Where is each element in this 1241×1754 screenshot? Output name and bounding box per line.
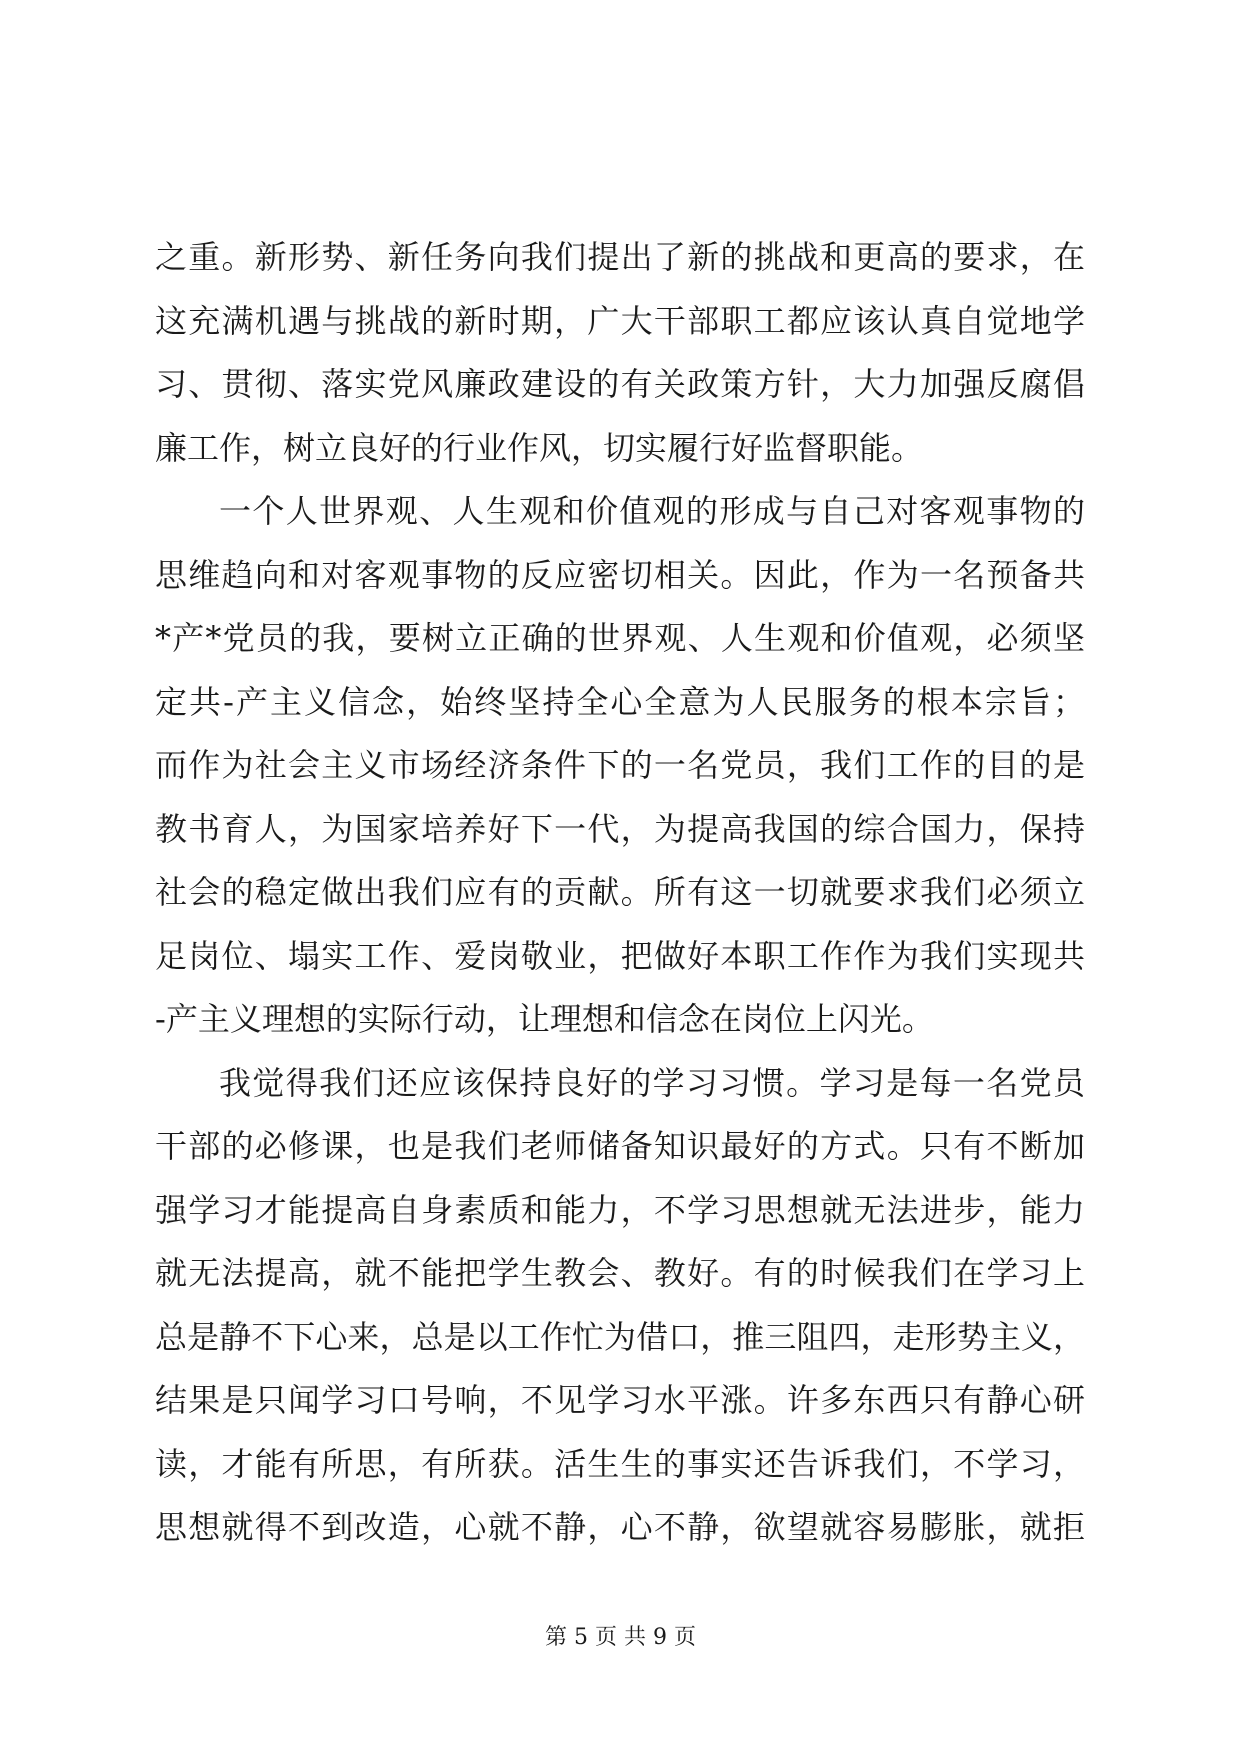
text-line: 思维趋向和对客观事物的反应密切相关。因此，作为一名预备共	[155, 555, 1085, 594]
text-line: 之重。新形势、新任务向我们提出了新的挑战和更高的要求，在	[155, 238, 1085, 276]
paragraph	[155, 226, 1085, 480]
text-line: 读，才能有所思，有所获。活生生的事实还告诉我们，不学习，	[155, 1444, 1085, 1483]
text-line: 社会的稳定做出我们应有的贡献。所有这一切就要求我们必须立	[155, 873, 1085, 911]
text-line: 教书育人，为国家培养好下一代，为提高我国的综合国力，保持	[155, 809, 1085, 848]
text-line: 总是静不下心来，总是以工作忙为借口，推三阻四，走形势主义，	[155, 1317, 1085, 1356]
text-line: 干部的必修课，也是我们老师储备知识最好的方式。只有不断加	[155, 1127, 1085, 1165]
text-line: 足岗位、塌实工作、爱岗敬业，把做好本职工作作为我们实现共	[155, 936, 1085, 975]
text-line: 这充满机遇与挑战的新时期，广大干部职工都应该认真自觉地学	[155, 301, 1085, 340]
document-body	[155, 226, 1085, 1560]
text-line: -产主义理想的实际行动，让理想和信念在岗位上闪光。	[155, 1000, 934, 1038]
text-line: 强学习才能提高自身素质和能力，不学习思想就无法进步，能力	[155, 1190, 1085, 1229]
page-number-footer: 第 5 页 共 9 页	[545, 1625, 696, 1650]
paragraph	[155, 1052, 1085, 1560]
text-line: 就无法提高，就不能把学生教会、教好。有的时候我们在学习上	[155, 1254, 1085, 1292]
text-line: 我觉得我们还应该保持良好的学习习惯。学习是每一名党员	[219, 1063, 1085, 1102]
text-line: 定共-产主义信念，始终坚持全心全意为人民服务的根本宗旨；	[155, 682, 1085, 721]
text-line: 一个人世界观、人生观和价值观的形成与自己对客观事物的	[219, 492, 1085, 530]
text-line: 习、贯彻、落实党风廉政建设的有关政策方针，大力加强反腐倡	[155, 365, 1085, 403]
text-line: 结果是只闻学习口号响，不见学习水平涨。许多东西只有静心研	[155, 1381, 1085, 1419]
text-line: 思想就得不到改造，心就不静，心不静，欲望就容易膨胀，就拒	[155, 1508, 1085, 1546]
paragraph	[155, 480, 1085, 1052]
text-line: 而作为社会主义市场经济条件下的一名党员，我们工作的目的是	[155, 746, 1085, 784]
text-line: 廉工作，树立良好的行业作风，切实履行好监督职能。	[155, 428, 924, 467]
text-line: *产*党员的我，要树立正确的世界观、人生观和价值观，必须坚	[155, 619, 1085, 657]
